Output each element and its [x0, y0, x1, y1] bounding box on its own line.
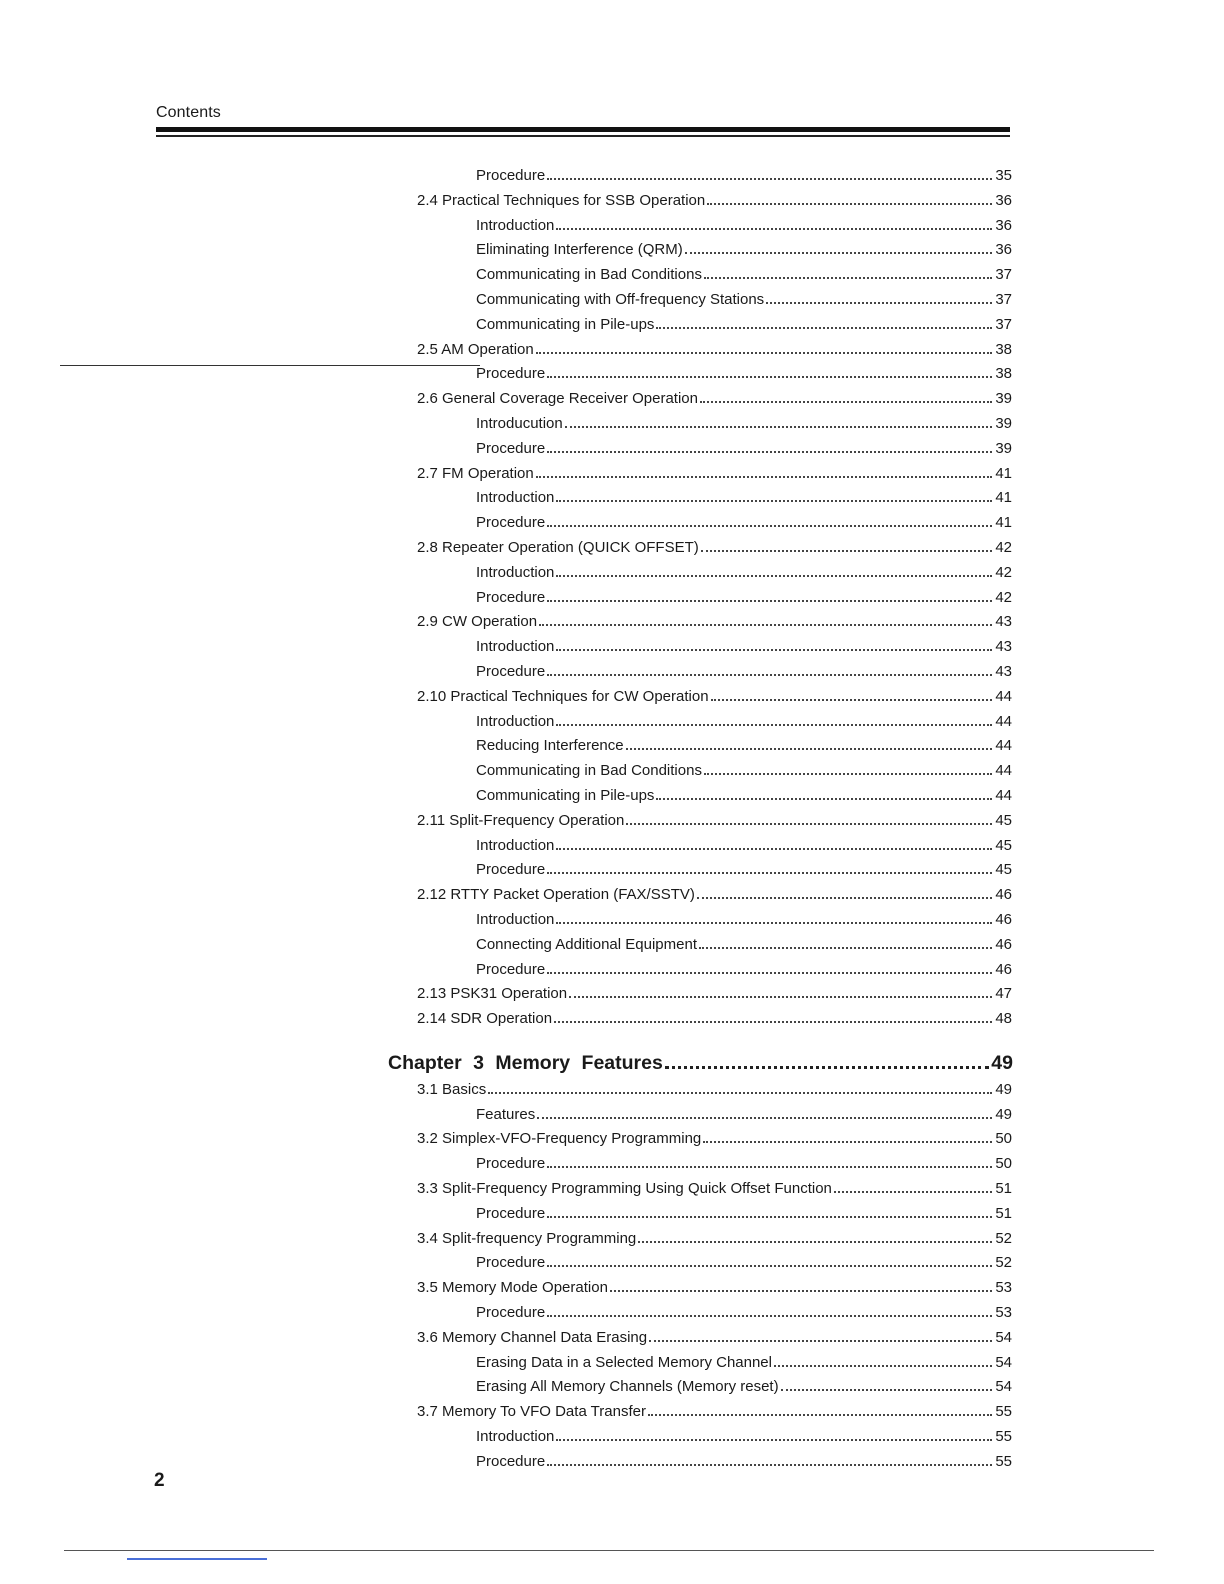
toc-entry-title: Communicating with Off-frequency Stations [476, 290, 765, 308]
toc-entry [476, 858, 1012, 883]
dot-leader [547, 1216, 992, 1218]
toc-entry-title: Introduction [476, 489, 555, 507]
toc-entry-page: 43 [995, 662, 1012, 680]
toc-entry-page: 37 [995, 266, 1012, 284]
toc-entry-page: 45 [995, 836, 1012, 854]
toc-entry-title: Introduction [476, 216, 555, 234]
toc-entry-title: Procedure [476, 1254, 546, 1272]
toc-entry-title: Communicating in Bad Conditions [476, 762, 702, 780]
toc-entry [476, 511, 1012, 536]
toc-entry [417, 1078, 1012, 1103]
toc-entry [417, 1127, 1012, 1152]
toc-entry-title: Introduction [476, 910, 555, 928]
toc-entry-title: Procedure [476, 1204, 546, 1222]
toc-entry [476, 759, 1012, 784]
toc-entry [476, 1202, 1012, 1227]
toc-entry-page: 36 [995, 191, 1012, 209]
toc-entry-title: 2.5 AM Operation [417, 340, 534, 358]
toc-entry-title: Erasing All Memory Channels (Memory reset) [476, 1378, 779, 1396]
dot-leader [649, 1340, 992, 1342]
toc-entry [417, 387, 1012, 412]
dot-leader [703, 1141, 992, 1143]
toc-entry-page: 36 [995, 241, 1012, 259]
toc-entry [417, 1227, 1012, 1252]
toc-entry-title: 2.10 Practical Techniques for CW Operation [417, 687, 709, 705]
toc-entry-page: 44 [995, 737, 1012, 755]
toc-entry [417, 1400, 1012, 1425]
toc-entry-title: Procedure [476, 365, 546, 383]
toc-entry [476, 1450, 1012, 1475]
toc-entry-page: 41 [995, 514, 1012, 532]
footer-rule [64, 1550, 1154, 1551]
dot-leader [704, 277, 992, 279]
toc-entry-page: 50 [995, 1155, 1012, 1173]
toc-entry-page: 38 [995, 365, 1012, 383]
toc-entry-page: 52 [995, 1229, 1012, 1247]
toc-entry-page: 35 [995, 167, 1012, 184]
toc-entry-page: 51 [995, 1180, 1012, 1198]
toc-entry-title: 2.6 General Coverage Receiver Operation [417, 390, 698, 408]
toc-entry-title: 3.3 Split-Frequency Programming Using Quick Offset Function [417, 1180, 832, 1198]
toc-entry-title: Introduction [476, 563, 555, 581]
toc-entry-title: 2.11 Split-Frequency Operation [417, 811, 625, 829]
toc-entry-title: Procedure [476, 662, 546, 680]
toc-entry [476, 958, 1012, 983]
toc-entry [476, 561, 1012, 586]
toc-entry-title: 2.14 SDR Operation [417, 1010, 553, 1028]
dot-leader [638, 1241, 992, 1243]
toc-entry [476, 784, 1012, 809]
dot-leader [547, 1265, 992, 1267]
toc-entry-page: 39 [995, 439, 1012, 457]
dot-leader [556, 575, 992, 577]
toc-entry-page: 43 [995, 613, 1012, 631]
toc-entry-page: 41 [995, 464, 1012, 482]
dot-leader [556, 724, 992, 726]
toc-entry-title: Procedure [476, 588, 546, 606]
dot-leader [626, 748, 992, 750]
toc-entry-page: 55 [995, 1428, 1012, 1446]
toc-entry-title: Chapter 3 Memory Features [388, 1051, 663, 1074]
dot-leader [781, 1389, 992, 1391]
dot-leader [697, 897, 992, 899]
header-rule-thin [156, 135, 1010, 137]
toc-entry-page: 42 [995, 538, 1012, 556]
header-rule [156, 127, 1010, 132]
dot-leader [834, 1191, 992, 1193]
dot-leader [701, 550, 992, 552]
dot-leader [536, 352, 992, 354]
toc-entry-title: Features [476, 1105, 536, 1123]
dot-leader [556, 848, 992, 850]
table-of-contents [0, 164, 1224, 1475]
toc-entry-page: 44 [995, 687, 1012, 705]
toc-entry-page: 44 [995, 762, 1012, 780]
toc-entry-title: Introduction [476, 836, 555, 854]
toc-entry-title: Procedure [476, 167, 546, 184]
dot-leader [547, 376, 992, 378]
toc-entry-page: 44 [995, 712, 1012, 730]
dot-leader [569, 996, 992, 998]
toc-entry [417, 1326, 1012, 1351]
dot-leader [547, 525, 992, 527]
toc-entry-page: 53 [995, 1304, 1012, 1322]
toc-entry [476, 362, 1012, 387]
toc-entry [417, 1007, 1012, 1032]
toc-entry-page: 54 [995, 1378, 1012, 1396]
toc-entry [417, 982, 1012, 1007]
toc-entry [476, 214, 1012, 239]
dot-leader [665, 1066, 989, 1069]
toc-entry-title: Communicating in Bad Conditions [476, 266, 702, 284]
toc-entry-page: 54 [995, 1328, 1012, 1346]
toc-entry-title: Eliminating Interference (QRM) [476, 241, 683, 259]
toc-entry-title: Communicating in Pile-ups [476, 786, 655, 804]
toc-chapter-entry [388, 1048, 1013, 1078]
toc-entry-title: 2.12 RTTY Packet Operation (FAX/SSTV) [417, 886, 695, 904]
toc-entry-page: 43 [995, 638, 1012, 656]
dot-leader [547, 178, 992, 180]
toc-entry-page: 37 [995, 290, 1012, 308]
toc-entry [476, 834, 1012, 859]
dot-leader [685, 252, 992, 254]
dot-leader [547, 872, 992, 874]
toc-entry [476, 908, 1012, 933]
toc-entry-title: 3.7 Memory To VFO Data Transfer [417, 1403, 646, 1421]
toc-entry-page: 47 [995, 985, 1012, 1003]
dot-leader [539, 624, 992, 626]
toc-entry [476, 313, 1012, 338]
toc-entry-page: 45 [995, 861, 1012, 879]
toc-entry-title: Communicating in Pile-ups [476, 315, 655, 333]
toc-entry-title: Connecting Additional Equipment [476, 935, 697, 953]
toc-entry-page: 49 [991, 1051, 1013, 1074]
toc-entry [476, 1351, 1012, 1376]
toc-entry [417, 610, 1012, 635]
toc-entry-title: Introducution [476, 414, 563, 432]
toc-entry-title: 2.13 PSK31 Operation [417, 985, 568, 1003]
dot-leader [556, 228, 992, 230]
dot-leader [547, 1315, 992, 1317]
toc-entry [476, 586, 1012, 611]
toc-entry-title: 3.2 Simplex-VFO-Frequency Programming [417, 1130, 702, 1148]
toc-entry [476, 164, 1012, 189]
toc-entry-title: 2.8 Repeater Operation (QUICK OFFSET) [417, 538, 699, 556]
toc-entry-page: 39 [995, 414, 1012, 432]
toc-entry-title: Procedure [476, 439, 546, 457]
toc-entry [417, 189, 1012, 214]
toc-entry [476, 1251, 1012, 1276]
dot-leader [554, 1021, 992, 1023]
toc-entry-page: 49 [995, 1105, 1012, 1123]
dot-leader [537, 1117, 992, 1119]
toc-entry [417, 462, 1012, 487]
toc-entry-title: Reducing Interference [476, 737, 624, 755]
dot-leader [547, 1464, 992, 1466]
toc-entry [476, 1152, 1012, 1177]
toc-entry-page: 48 [995, 1010, 1012, 1028]
toc-entry-title: 2.7 FM Operation [417, 464, 534, 482]
dot-leader [704, 773, 992, 775]
dot-leader [626, 823, 992, 825]
toc-entry [417, 536, 1012, 561]
toc-entry [476, 437, 1012, 462]
dot-leader [648, 1414, 992, 1416]
dot-leader [556, 922, 992, 924]
toc-entry [476, 635, 1012, 660]
dot-leader [547, 972, 992, 974]
toc-entry-page: 38 [995, 340, 1012, 358]
toc-entry-page: 46 [995, 935, 1012, 953]
toc-entry [476, 660, 1012, 685]
toc-entry-title: Introduction [476, 638, 555, 656]
toc-entry-page: 53 [995, 1279, 1012, 1297]
toc-entry-title: Introduction [476, 712, 555, 730]
toc-entry-page: 46 [995, 886, 1012, 904]
toc-entry-page: 44 [995, 786, 1012, 804]
toc-entry-page: 37 [995, 315, 1012, 333]
toc-entry-title: Procedure [476, 960, 546, 978]
toc-entry-title: 2.4 Practical Techniques for SSB Operation [417, 191, 706, 209]
toc-entry-page: 46 [995, 960, 1012, 978]
toc-entry-title: Erasing Data in a Selected Memory Channel [476, 1353, 772, 1371]
toc-entry-title: 3.4 Split-frequency Programming [417, 1229, 637, 1247]
toc-entry [476, 1375, 1012, 1400]
toc-entry [476, 486, 1012, 511]
toc-entry [417, 883, 1012, 908]
dot-leader [656, 798, 992, 800]
toc-entry-page: 55 [995, 1403, 1012, 1421]
dot-leader [707, 203, 992, 205]
toc-entry [476, 412, 1012, 437]
toc-entry [417, 809, 1012, 834]
dot-leader [711, 699, 992, 701]
toc-entry [417, 1177, 1012, 1202]
toc-entry-page: 42 [995, 563, 1012, 581]
toc-entry-title: Procedure [476, 514, 546, 532]
dot-leader [565, 426, 992, 428]
dot-leader [547, 451, 992, 453]
toc-entry [476, 1103, 1012, 1128]
dot-leader [700, 401, 992, 403]
toc-entry [476, 1301, 1012, 1326]
toc-entry [476, 238, 1012, 263]
toc-entry-page: 50 [995, 1130, 1012, 1148]
toc-entry [476, 933, 1012, 958]
dot-leader [547, 1166, 992, 1168]
toc-entry-title: Procedure [476, 1155, 546, 1173]
toc-entry [476, 1425, 1012, 1450]
toc-entry [417, 338, 1012, 363]
toc-entry-title: Procedure [476, 861, 546, 879]
footer-accent-line [127, 1558, 267, 1560]
dot-leader [547, 600, 992, 602]
dot-leader [536, 476, 992, 478]
toc-entry-page: 52 [995, 1254, 1012, 1272]
toc-entry [417, 1276, 1012, 1301]
toc-entry-title: Procedure [476, 1452, 546, 1470]
page-number: 2 [154, 1470, 165, 1491]
toc-entry-title: 3.6 Memory Channel Data Erasing [417, 1328, 648, 1346]
toc-entry [476, 288, 1012, 313]
dot-leader [699, 947, 992, 949]
dot-leader [774, 1365, 992, 1367]
dot-leader [488, 1092, 992, 1094]
dot-leader [656, 327, 992, 329]
toc-entry-title: Procedure [476, 1304, 546, 1322]
toc-entry [476, 263, 1012, 288]
toc-entry-page: 41 [995, 489, 1012, 507]
dot-leader [547, 674, 992, 676]
toc-entry-page: 42 [995, 588, 1012, 606]
toc-entry-page: 55 [995, 1452, 1012, 1470]
toc-entry-page: 36 [995, 216, 1012, 234]
dot-leader [556, 500, 992, 502]
toc-entry-page: 51 [995, 1204, 1012, 1222]
toc-entry-page: 49 [995, 1080, 1012, 1098]
toc-entry-title: 3.5 Memory Mode Operation [417, 1279, 608, 1297]
toc-entry [476, 734, 1012, 759]
toc-entry-page: 54 [995, 1353, 1012, 1371]
dot-leader [610, 1290, 992, 1292]
dot-leader [556, 1439, 992, 1441]
toc-entry-page: 45 [995, 811, 1012, 829]
toc-entry [417, 685, 1012, 710]
dot-leader [766, 302, 992, 304]
running-head: Contents [156, 104, 221, 121]
toc-entry-title: Introduction [476, 1428, 555, 1446]
toc-entry-title: 2.9 CW Operation [417, 613, 538, 631]
toc-entry-page: 39 [995, 390, 1012, 408]
toc-entry-title: 3.1 Basics [417, 1080, 487, 1098]
toc-entry [476, 710, 1012, 735]
dot-leader [556, 649, 992, 651]
toc-entry-page: 46 [995, 910, 1012, 928]
